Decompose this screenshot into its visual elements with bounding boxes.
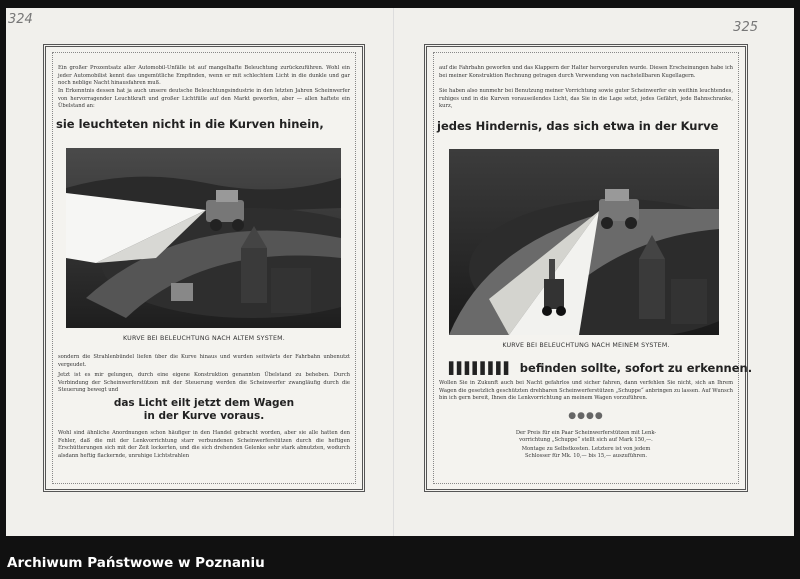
price-line-3: Montage zu Selbstkosten. Letztere ist von jedem [521,446,651,452]
right-headline-2 [449,361,753,375]
right-headline: jedes Hindernis, das sich etwa in der Kurve [437,119,719,133]
photo-new-system [449,149,719,335]
left-body-3: Wohl sind ähnliche Anordnungen schon häufiger in den Handel gebracht worden, aber sie alle hatten den Fehler, daß die mit der Lenkvorrichtung starr verbundenen Scheinwerferstützen durch die heftigen Erschütterungen sich mit der Zeit lockerten, und die sich drehenden Gelenke sehr stark abnutzten, wodurch alsdann heftig flackernde, unruhige Lichtstrahlen [58,430,350,459]
left-body-1: sondern die Strahlenbündel liefen über die Kurve hinaus und wurden seitwärts der Fahrbahn unbenutzt vergeudet. [58,354,350,368]
left-headline: sie leuchteten nicht in die Kurven hinein, [56,117,324,131]
page-number-right: 325 [733,20,758,35]
left-body-2: Jetzt ist es mir gelungen, durch eine eigene Konstruktion genannten Übelstand zu beheben. Durch Verbindung der Scheinwerferstützen mit der Steuerung werden die Scheinwerfer zwangläufig durch die Steuerung bewegt und [58,372,350,394]
ornament-bars-icon: ▌▌▌▌▌▌▌▌ [449,361,512,375]
caption-old-system: KURVE BEI BELEUCHTUNG NACH ALTEM SYSTEM. [123,335,285,342]
left-bold-line-1: das Licht eilt jetzt dem Wagen [113,397,295,409]
left-intro: Ein großer Prozentsatz aller Automobil-Unfälle ist auf mangelhafte Beleuchtung zurückzuführen. Wohl ein jeder Automobilist kennt das ungemütliche Empfinden, wenn er mit schlechtem Licht in die dunkle und gar noch neblige Nacht hinausfahren muß. [58,65,350,87]
right-page [424,44,753,492]
ornament-dots-icon: ●●●● [568,411,604,421]
right-intro-2: Sie haben also nunmehr bei Benutzung meiner Vorrichtung sowie guter Scheinwerfer ein weithin leuchtendes, ruhiges und in die Kurven vorauseilendes Licht, das Sie in die Lage setzt, jedes Gefährt, jede Bahnschranke, kurz, [439,88,733,110]
left-bold-line-2: in der Kurve voraus. [143,410,265,422]
left-intro-2: In Erkenntnis dessen hat ja auch unsere deutsche Beleuchtungsindustrie in den letzten Jahren Scheinwerfer von hervorragender Leuchtkraft und großer Lichtfülle auf den Markt geworfen, aber — allen haftete ein Übelstand an: [58,88,350,110]
page-number-left: 324 [8,12,33,27]
right-headline-2-text: befinden sollte, sofort zu erkennen. [519,361,753,375]
price-line-4: Schlosser für Mk. 10,— bis 15,— auszuführen. [524,453,648,459]
right-body-1: Wollen Sie in Zukunft auch bei Nacht gefahrlos und sicher fahren, dann verfehlen Sie nicht, sich an Ihrem Wagen die gesetzlich geschützten drehbaren Scheinwerferstützen „Schuppe“ anbringen zu lassen. Auf Wunsch bin ich gern bereit, Ihnen die Lenkvorrichtung an meinem Wagen vorzuführen. [439,380,733,402]
right-intro: auf die Fahrbahn geworfen und das Klappern der Halter hervorgerufen wurde. Diesen Erscheinungen habe ich bei meiner Konstruktion Rechnung getragen durch Verwendung von nachstellbaren Kugellagern. [439,65,733,79]
price-line-2: vorrichtung „Schuppe“ stellt sich auf Mark 150,—. [519,437,653,443]
left-page [43,44,365,492]
photo-old-system [66,148,341,328]
caption-new-system: KURVE BEI BELEUCHTUNG NACH MEINEM SYSTEM. [502,342,670,349]
page-fold [393,8,394,536]
price-line-1: Der Preis für ein Paar Scheinwerferstützen mit Lenk- [515,430,657,436]
archive-name: Archiwum Państwowe w Poznaniu [7,555,265,571]
